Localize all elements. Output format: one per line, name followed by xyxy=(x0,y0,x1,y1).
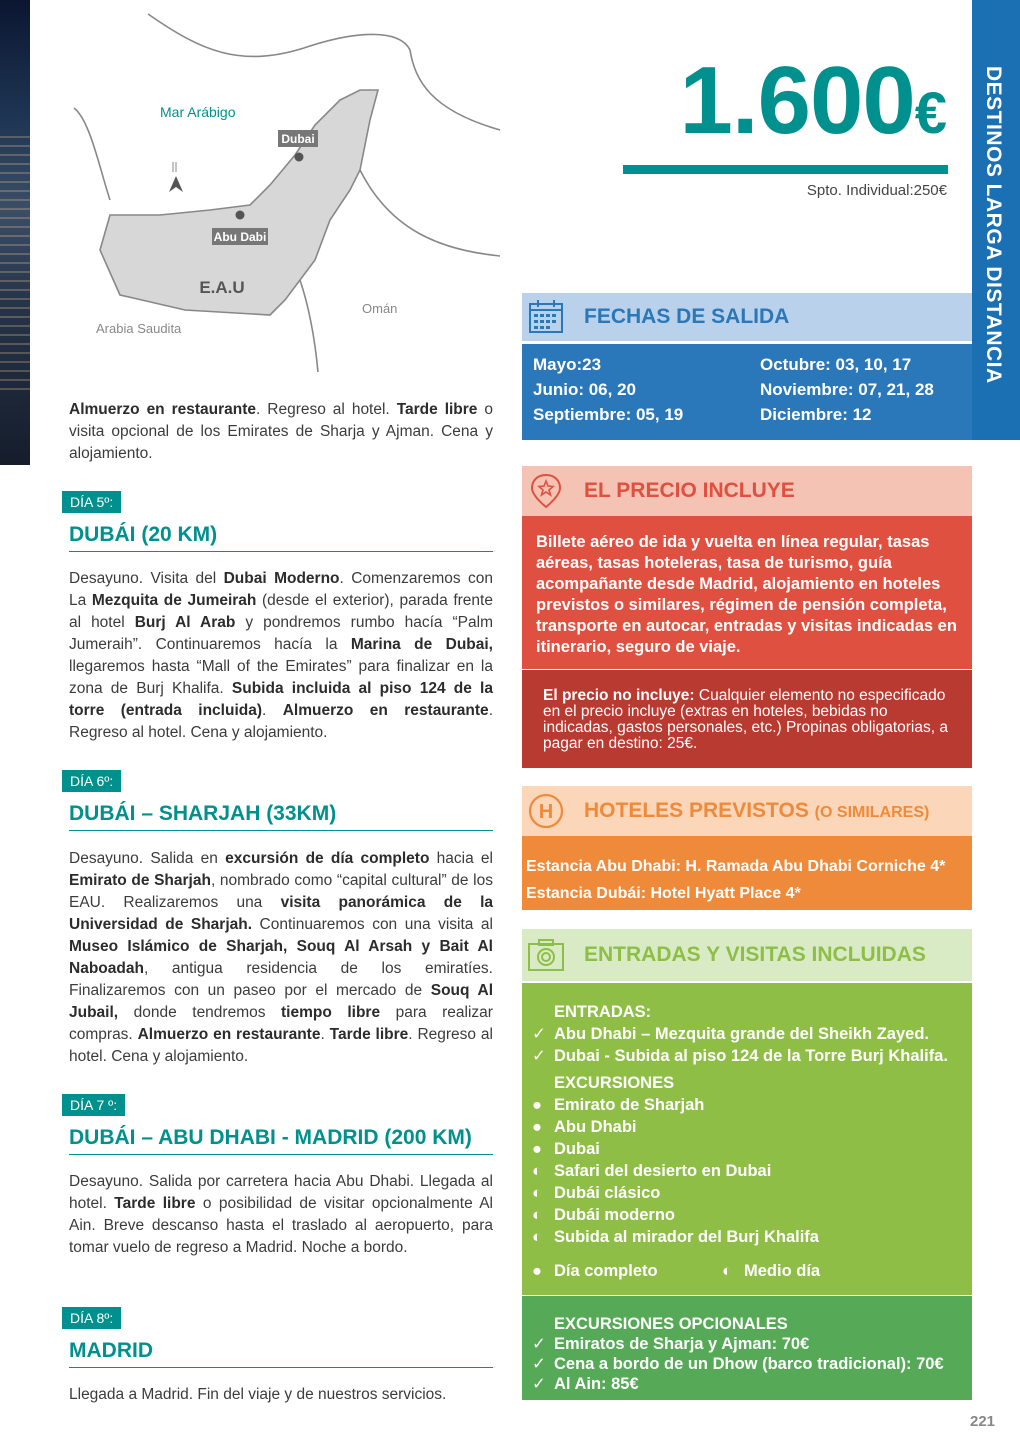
day-description: Llegada a Madrid. Fin del viaje y de nuestros servicios. xyxy=(69,1386,447,1403)
city-label-dubai: Dubai xyxy=(281,132,315,146)
price-amount: 1.600 xyxy=(679,47,915,154)
fechas-header xyxy=(522,293,972,341)
day-badge: DÍA 6º: xyxy=(62,770,121,792)
route-map xyxy=(60,10,500,380)
legend-half: Medio día xyxy=(744,1262,821,1280)
fechas-box xyxy=(522,344,972,440)
check-icon: ✓ xyxy=(532,1047,546,1065)
day-title: DUBÁI – SHARJAH (33KM) xyxy=(69,802,493,831)
fecha-item: Mayo:23 xyxy=(533,355,602,374)
legend xyxy=(532,1260,972,1282)
svg-text:H: H xyxy=(538,801,554,823)
excursiones-list xyxy=(532,1094,972,1248)
oman-label: Omán xyxy=(362,301,398,316)
full-day-icon: ● xyxy=(532,1096,542,1114)
fecha-item: Junio: 06, 20 xyxy=(533,380,636,399)
list-item: ✓ Emiratos de Sharja y Ajman: 70€ xyxy=(532,1335,810,1353)
day-description: Desayuno. Visita del Dubai Moderno. Comenzaremos con La Mezquita de Jumeirah (desde el exterior), parada frente al hotel Burj Al Arab y pondremos rumbo hacía “Palm Jumeraih”. Continuaremos hacía la Marina de Dubai, llegaremos hasta “Mall of the Emirates” para finalizar en la zona de Burj Khalifa. Subida incluida al piso 124 de la torre (entrada incluida). Almuerzo en restaurante. Regreso al hotel. Cena y alojamiento. xyxy=(69,570,493,741)
day-description: Desayuno. Salida en excursión de día completo hacia el Emirato de Sharjah, nombrado como “capital cultural” de los EAU. Realizaremos una visita panorámica de la Universidad de Sharjah. Continuaremos con una visita al Museo Islámico de Sharjah, Souq Al Arsah y Bait Al Naboadah, antigua residencia de los emiratíes. Finalizaremos con un paseo por el mercado de Souq Al Jubail, donde tendremos tiempo libre para realizar compras. Almuerzo en restaurante. Tarde libre. Regreso al hotel. Cena y alojamiento. xyxy=(69,850,494,1065)
calendar-icon xyxy=(527,298,565,336)
half-day-icon: ◐ xyxy=(532,1162,542,1180)
sea-label: Mar Arábigo xyxy=(160,104,236,120)
list-item: ✓ Cena a bordo de un Dhow (barco tradicional): 70€ xyxy=(532,1355,944,1373)
entradas-heading: ENTRADAS: xyxy=(554,1003,652,1021)
half-day-icon: ◐ xyxy=(722,1262,732,1280)
day-description: Desayuno. Salida por carretera hacia Abu Dhabi. Llegada al hotel. Tarde libre o posibilidad de visitar opcionalmente Al Ain. Breve descanso hasta el traslado al aeropuerto, para tomar vuelo de regreso a Madrid. Noche a bordo. xyxy=(69,1173,493,1256)
city-marker-abudhabi xyxy=(236,211,245,220)
excursiones-heading: EXCURSIONES xyxy=(554,1074,675,1092)
hotel-item: Estancia Abu Dhabi: H. Ramada Abu Dhabi Corniche 4* xyxy=(526,858,946,875)
single-supplement: Spto. Individual:250€ xyxy=(806,182,947,199)
no-incluye-box xyxy=(522,670,972,768)
day-title: DUBÁI (20 KM) xyxy=(69,523,493,552)
entradas-header xyxy=(522,929,972,981)
entradas-box xyxy=(522,983,972,1295)
check-icon: ✓ xyxy=(532,1335,546,1353)
opcionales-box xyxy=(522,1296,972,1400)
list-item: ✓ Abu Dhabi – Mezquita grande del Sheikh Zayed. xyxy=(532,1025,929,1043)
hotel-icon xyxy=(527,792,565,830)
hotel-item: Estancia Dubái: Hotel Hyatt Place 4* xyxy=(526,885,801,902)
location-star-icon xyxy=(527,472,565,510)
hoteles-subtitle: (O SIMILARES) xyxy=(814,804,930,821)
day-badge: DÍA 5º: xyxy=(62,491,121,513)
section-title-vertical: DESTINOS LARGA DISTANCIA xyxy=(982,66,1005,384)
half-day-icon: ◐ xyxy=(532,1206,542,1224)
list-item: ✓ Dubai - Subida al piso 124 de la Torre Burj Khalifa. xyxy=(532,1047,948,1065)
list-item: ◐ Safari del desierto en Dubai xyxy=(532,1162,772,1180)
day-title: DUBÁI – ABU DHABI - MADRID (200 KM) xyxy=(69,1126,493,1155)
entradas-title: ENTRADAS Y VISITAS INCLUIDAS xyxy=(584,943,926,966)
day-badge: DÍA 8º: xyxy=(62,1307,121,1329)
hoteles-title: HOTELES PREVISTOS (O SIMILARES) xyxy=(584,799,930,822)
full-day-icon: ● xyxy=(532,1140,542,1158)
legend-full: Día completo xyxy=(554,1262,658,1280)
fecha-item: Diciembre: 12 xyxy=(760,405,872,424)
country-label: E.A.U xyxy=(199,278,245,297)
half-day-icon: ◐ xyxy=(532,1228,542,1246)
no-incluye-label: El precio no incluye: xyxy=(543,687,695,704)
list-item: ◐ Dubái clásico xyxy=(532,1184,661,1202)
half-day-icon: ◐ xyxy=(532,1184,542,1202)
price-underline xyxy=(623,165,948,174)
list-item: ◐ Subida al mirador del Burj Khalifa xyxy=(532,1228,819,1246)
hoteles-header xyxy=(522,786,972,836)
hoteles-box xyxy=(522,836,972,910)
list-item: ● Abu Dhabi xyxy=(532,1118,637,1136)
list-item: ◐ Dubái moderno xyxy=(532,1206,676,1224)
no-incluye-text: Cualquier elemento no especificado en el precio incluye (extras en hoteles, bebidas no indicadas, gastos personales, etc.) Propinas obligatorias, a pagar en destino: 25€. xyxy=(543,687,948,752)
full-day-icon: ● xyxy=(532,1262,542,1280)
list-item: ● Dubai xyxy=(532,1140,600,1158)
fechas-title: FECHAS DE SALIDA xyxy=(584,305,790,328)
city-label-abudhabi: Abu Dabi xyxy=(213,230,267,244)
city-photo-strip xyxy=(0,0,30,465)
opcionales-heading: EXCURSIONES OPCIONALES xyxy=(554,1315,788,1333)
day-badge: DÍA 7 º: xyxy=(62,1094,125,1116)
fecha-item: Noviembre: 07, 21, 28 xyxy=(760,380,934,399)
price-currency: € xyxy=(914,81,946,146)
day-title: MADRID xyxy=(69,1339,493,1368)
north-arrow-icon xyxy=(169,162,183,192)
check-icon: ✓ xyxy=(532,1375,546,1393)
intro-paragraph: Almuerzo en restaurante. Regreso al hotel. Tarde libre o visita opcional de los Emirates de Sharja y Ajman. Cena y alojamiento. xyxy=(69,401,494,462)
check-icon: ✓ xyxy=(532,1355,546,1373)
incluye-title: EL PRECIO INCLUYE xyxy=(584,479,795,502)
fecha-item: Octubre: 03, 10, 17 xyxy=(760,355,912,374)
incluye-header xyxy=(522,466,972,516)
price xyxy=(680,46,947,156)
saudi-label: Arabia Saudita xyxy=(96,321,182,336)
incluye-box: Billete aéreo de ida y vuelta en línea regular, tasas aéreas, tasas hoteleras, tasa de turismo, guía acompañante desde Madrid, alojamiento en hoteles previstos o similares, régimen de pensión completa, transporte en autocar, entradas y visitas indicadas en itinerario, seguro de viaje. xyxy=(522,516,972,669)
full-day-icon: ● xyxy=(532,1118,542,1136)
fecha-item: Septiembre: 05, 19 xyxy=(533,405,684,424)
list-item: ✓ Al Ain: 85€ xyxy=(532,1375,639,1393)
camera-icon xyxy=(527,936,565,974)
check-icon: ✓ xyxy=(532,1025,546,1043)
city-marker-dubai xyxy=(295,153,304,162)
page-number: 221 xyxy=(970,1413,996,1430)
list-item: ● Emirato de Sharjah xyxy=(532,1096,705,1114)
